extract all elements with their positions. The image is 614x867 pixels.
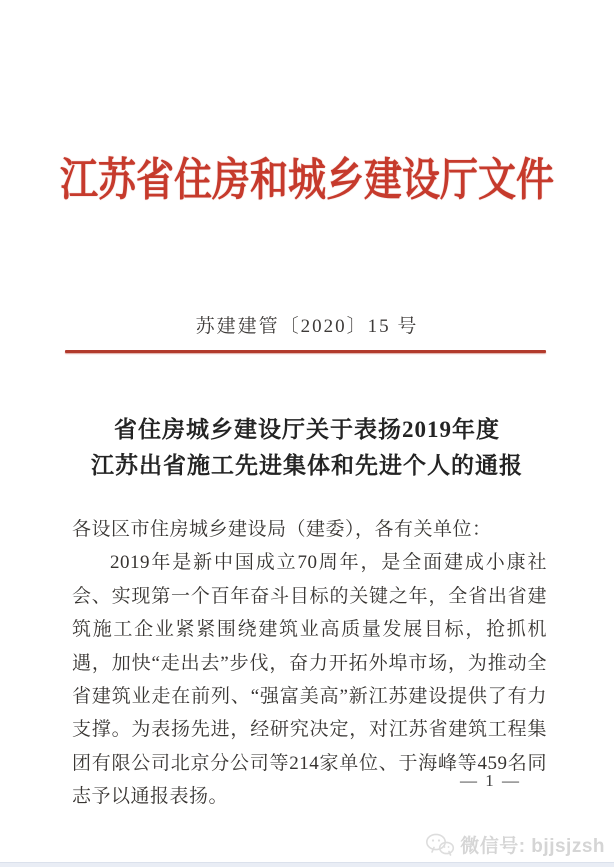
- document-number: 苏建建管〔2020〕15 号: [195, 316, 419, 337]
- document-title-line-2: 江苏出省施工先进集体和先进个人的通报: [91, 453, 523, 478]
- document-body: [72, 513, 547, 814]
- page-bottom-edge: [0, 862, 614, 867]
- watermark: [425, 831, 605, 858]
- salutation: 各设区市住房城乡建设局（建委），各有关单位：: [72, 519, 492, 540]
- document-title-line-1: 省住房城乡建设厅关于表扬2019年度: [114, 417, 500, 442]
- page-number: — 1 —: [460, 771, 521, 790]
- document-title: [0, 412, 614, 484]
- body-paragraph: 2019年是新中国成立70周年，是全面建成小康社会、实现第一个百年奋斗目标的关键之年，全省出省建筑施工企业紧紧围绕建筑业高质量发展目标，抢抓机遇，加快“走出去”步伐，奋力开拓外埠市场，为推动全省建筑业走在前列、“强富美高”新江苏建设提供了有力支撑。为表扬先进，经研究决定，对江苏省建筑工程集团有限公司北京分公司等214家单位、于海峰等459名同志予以通报表扬。: [72, 552, 547, 808]
- letterhead-title: 江苏省住房和城乡建设厅文件: [59, 155, 554, 206]
- wechat-icon: [425, 832, 455, 858]
- watermark-label: 微信号: bjjsjzsh: [460, 836, 605, 857]
- letterhead-divider: [65, 350, 546, 353]
